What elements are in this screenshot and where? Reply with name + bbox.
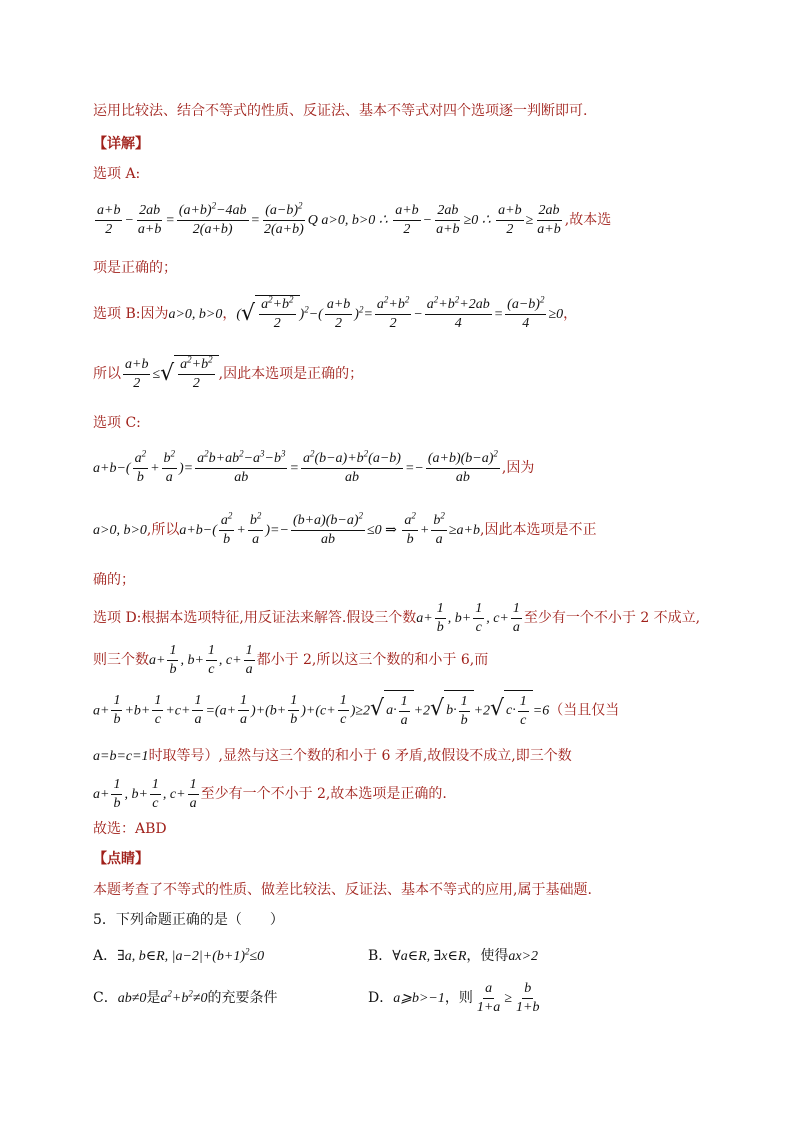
- comment-heading: 【点睛】: [93, 851, 149, 867]
- option-c-line2: a>0, b>0,所以a+b−( $\frac{a^2}{b}$ + $\frac{b^2}{a}$ )=− $\frac{(b+a)(b-a)^2}{ab}$ ≤0 ⇒ $\frac{a^2}{b}$ + $\frac{b^2}{a}$ ≥a+b,因此本选项是不正: [93, 509, 597, 547]
- option-d-l5-b: 至少有一个不小于 2,故本选项是正确的.: [200, 786, 447, 802]
- option-c-tail: ,因为: [501, 460, 535, 476]
- q5-c-tail: 的充要条件: [207, 990, 278, 1006]
- option-b-formula: 选项 B:因为a>0, b>0，( √ $\frac{a^2+b^2}{2}$ )$^2$−( $\frac{a+b}{2}$ )$^2$= $\frac{a^2+b^2}{2}$ − $\frac{a^2+b^2+2ab}{4}$ = $\frac{(a-b)^2}{4}$ ≥0，: [93, 293, 578, 331]
- intro-text: 运用比较法、结合不等式的性质、反证法、基本不等式对四个选项逐一判断即可.: [93, 103, 588, 119]
- option-d-l2-b: 都小于 2,所以这三个数的和小于 6,而: [256, 652, 489, 668]
- option-b-label: 选项 B:因为: [93, 306, 169, 322]
- option-d-l1-a: 选项 D:根据本选项特征,用反证法来解答.假设三个数: [93, 610, 417, 626]
- option-a-formula: $\frac{a+b}{2}$ − $\frac{2ab}{a+b}$ = $\frac{(a+b)^2-4ab}{2(a+b)}$ = $\frac{(a-b)^2}{2(a+b)}$ Q a>0, b>0 ∴ $\frac{a+b}{2}$ − $\frac{2ab}{a+b}$ ≥0 ∴ $\frac{a+b}{2}$ ≥ $\frac{2ab}{a+b}$ ,故本选: [97, 199, 612, 237]
- q5-c-text: 是: [146, 990, 161, 1006]
- option-d-line2: 则三个数a+ $\frac{1}{b}$ , b+ $\frac{1}{c}$ , c+ $\frac{1}{a}$ 都小于 2,所以这三个数的和小于 6,而: [93, 642, 489, 677]
- option-a-tail1: ,故本选: [564, 212, 612, 228]
- option-a-label: 选项 A:: [93, 166, 141, 182]
- fraction: $\frac{a+b}{2}$: [97, 202, 121, 237]
- q5-d-label: D．: [368, 990, 394, 1006]
- option-c-formula: a+b−( $\frac{a^2}{b}$ + $\frac{b^2}{a}$ )= $\frac{a^2b+ab^2-a^3-b^3}{ab}$ = $\frac{a^2(b-a)+b^2(a-b)}{ab}$ =− $\frac{(a+b)(b-a)^2}{ab}$ ,因为: [93, 447, 535, 485]
- q5-a-label: A．: [93, 948, 118, 964]
- option-c-line3: 确的；: [93, 572, 135, 588]
- q5-option-b: B．∀a∈R, ∃x∈R，使得ax>2: [368, 948, 539, 964]
- option-d-l1-b: 至少有一个不小于 2 不成立,: [523, 610, 701, 626]
- option-d-l4-a: 时取等号）,显然与这三个数的和小于 6 矛盾,故假设不成立,即三个数: [148, 748, 572, 764]
- option-c-l2-pre: ,所以: [146, 522, 180, 538]
- q5-option-a: A．∃a, b∈R, $|a-2|+(b+1)^2\le 0$: [93, 946, 265, 964]
- q5-stem: 5．下列命题正确的是（ ）: [93, 912, 284, 928]
- comment-text: 本题考查了不等式的性质、做差比较法、反证法、基本不等式的应用,属于基础题.: [93, 882, 592, 898]
- option-b-concl-pre: 所以: [93, 366, 121, 382]
- answer-text: 故选：ABD: [93, 821, 167, 837]
- option-d-line5: a+ $\frac{1}{b}$ , b+ $\frac{1}{c}$ , c+ $\frac{1}{a}$ 至少有一个不小于 2,故本选项是正确的.: [93, 776, 447, 811]
- q5-c-label: C．: [93, 990, 118, 1006]
- q5-b-label: B．: [368, 948, 393, 964]
- q5-option-d: D．a⩾b>−1，则 $\frac{a}{1+a}$ ≥ $\frac{b}{1+b}$: [368, 980, 540, 1015]
- option-d-line1: 选项 D:根据本选项特征,用反证法来解答.假设三个数a+ $\frac{1}{b}$ , b+ $\frac{1}{c}$ , c+ $\frac{1}{a}$ 至少有一个不小于 2 不成立,: [93, 600, 701, 635]
- option-d-l2-a: 则三个数: [93, 652, 149, 668]
- option-d-l3-tail: （当且仅当: [549, 702, 620, 719]
- option-c-label: 选项 C:: [93, 415, 141, 431]
- option-c-l2-post: ,因此本选项是不正: [480, 522, 597, 538]
- q5-option-c: C．ab≠0是$a^2+b^2\ne 0$的充要条件: [93, 988, 278, 1006]
- option-d-line3: a+ $\frac{1}{b}$ +b+ $\frac{1}{c}$ +c+ $\frac{1}{a}$ =(a+ $\frac{1}{a}$ )+(b+ $\frac{1}{b}$ )+(c+ $\frac{1}{c}$ )≥2 √ a· $\frac{1}{a}$ +2 √ b· $\frac{1}{b}$ +2 √ c· $\frac{1}{c}$ =6（当且仅当: [93, 690, 734, 732]
- option-b-conclusion: 所以 $\frac{a+b}{2}$ ≤ √ $\frac{a^2+b^2}{2}$ ,因此本选项是正确的；: [93, 354, 364, 391]
- option-a-tail2: 项是正确的；: [93, 260, 177, 276]
- q5-d-text: ，则: [444, 990, 473, 1006]
- detail-heading: 【详解】: [93, 136, 149, 152]
- option-b-concl-post: ,因此本选项是正确的；: [218, 366, 364, 382]
- option-d-line4: a=b=c=1时取等号）,显然与这三个数的和小于 6 矛盾,故假设不成立,即三个数: [93, 748, 572, 764]
